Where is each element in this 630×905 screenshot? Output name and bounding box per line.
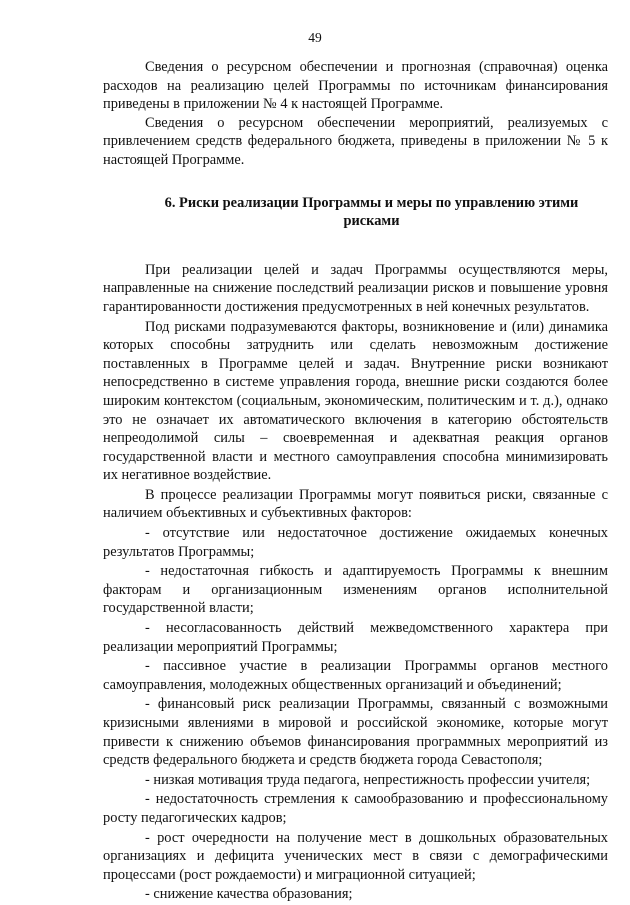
risk-item: - несогласованность действий межведомственного характера при реализации мероприятий Программы;: [103, 620, 608, 655]
risk-item: - недостаточная гибкость и адаптируемость Программы к внешним факторам и организационным изменениям органов исполнительной государственной власти;: [103, 563, 608, 617]
page-number: 49: [308, 30, 322, 45]
risk-item: - недостаточность стремления к самообразованию и профессиональному росту педагогических кадров;: [103, 791, 608, 826]
risk-item: - рост очередности на получение мест в дошкольных образовательных организациях и дефицита ученических мест в связи с демографическими процессами (рост рождаемости) и миграционной ситуацией;: [103, 829, 608, 883]
section-paragraph: В процессе реализации Программы могут появиться риски, связанные с наличием объективных и субъективных факторов:: [103, 486, 608, 522]
risk-item: - отсутствие или недостаточное достижение ожидаемых конечных результатов Программы;: [103, 525, 608, 560]
resource-info-block: [103, 58, 608, 170]
section-paragraph: При реализации целей и задач Программы осуществляются меры, направленные на снижение последствий реализации рисков и повышение уровня гарантированности достижения предусмотренных в ней конечных результатов.: [103, 261, 608, 315]
risk-list: [103, 524, 608, 904]
risk-item: - пассивное участие в реализации Программы органов местного самоуправления, молодежных общественных организаций и объединений;: [103, 658, 608, 693]
page-content: [103, 58, 608, 904]
risk-item: - низкая мотивация труда педагога, непрестижность профессии учителя;: [145, 771, 591, 788]
section-paragraph: Под рисками подразумеваются факторы, возникновение и (или) динамика которых способны затруднить или сделать невозможным достижение поставленных в Программе целей и задач. Внутренние риски возникают непосредственно в системе управления города, внешние риски создаются более широким контекстом (социальным, экономическим, политическим и т. д.), однако это не означает их автоматического включения в категорию обстоятельств непреодолимой силы – своевременная и адекватная реакция органов государственной власти и местного самоуправления способна минимизировать их негативное воздействие.: [103, 318, 608, 484]
risk-item: - финансовый риск реализации Программы, связанный с возможными кризисными явлениями в мировой и российской экономике, которые могут привести к снижению объемов финансирования программных мероприятий из средств федерального бюджета и средств бюджета города Севастополя;: [103, 696, 608, 769]
intro-paragraph: Сведения о ресурсном обеспечении и прогнозная (справочная) оценка расходов на реализацию целей Программы по источникам финансирования приведены в приложении № 4 к настоящей Программе.: [103, 59, 608, 113]
intro-paragraph: Сведения о ресурсном обеспечении мероприятий, реализуемых с привлечением средств федерального бюджета, приведены в приложении № 5 к настоящей Программе.: [103, 114, 608, 168]
risk-item: - снижение качества образования;: [145, 886, 353, 903]
section-heading: 6. Риски реализации Программы и меры по управлению этими рисками: [164, 194, 579, 230]
